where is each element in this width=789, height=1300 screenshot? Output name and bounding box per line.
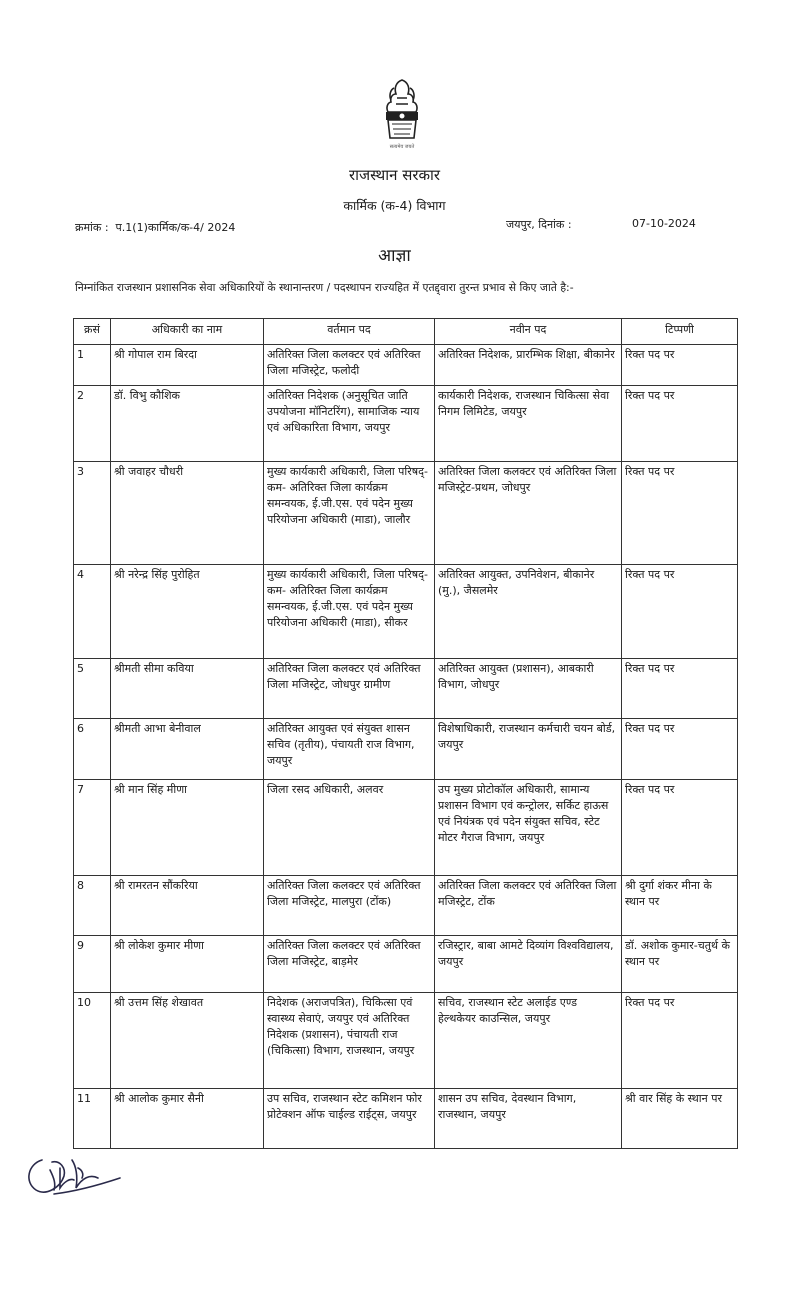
cell-remark: रिक्त पद पर [622,659,738,719]
cell-officer-name: श्रीमती सीमा कविया [111,659,264,719]
cell-new-post: रजिस्ट्रार, बाबा आमटे दिव्यांग विश्वविद्यालय, जयपुर [435,936,622,993]
cell-sno: 2 [74,386,111,462]
cell-sno: 10 [74,993,111,1089]
reference-number: प.1(1)कार्मिक/क-4/ 2024 [115,221,236,234]
cell-current-post: मुख्य कार्यकारी अधिकारी, जिला परिषद्-कम- अतिरिक्त जिला कार्यक्रम समन्वयक, ई.जी.एस. एवं पदेन मुख्य परियोजना अधिकारी (माडा), जालौर [264,462,435,565]
cell-sno: 8 [74,876,111,936]
cell-new-post: अतिरिक्त जिला कलक्टर एवं अतिरिक्त जिला मजिस्ट्रेट-प्रथम, जोधपुर [435,462,622,565]
cell-current-post: अतिरिक्त जिला कलक्टर एवं अतिरिक्त जिला मजिस्ट्रेट, फलोदी [264,345,435,386]
cell-sno: 9 [74,936,111,993]
cell-remark: रिक्त पद पर [622,386,738,462]
cell-new-post: अतिरिक्त जिला कलक्टर एवं अतिरिक्त जिला मजिस्ट्रेट, टोंक [435,876,622,936]
table-row [74,780,738,876]
cell-remark: रिक्त पद पर [622,780,738,876]
cell-officer-name: श्री नरेन्द्र सिंह पुरोहित [111,565,264,659]
cell-officer-name: श्री मान सिंह मीणा [111,780,264,876]
government-name: राजस्थान सरकार [348,166,441,184]
cell-officer-name: श्री उत्तम सिंह शेखावत [111,993,264,1089]
header-current-post: वर्तमान पद [264,319,435,345]
cell-officer-name: श्री गोपाल राम बिरदा [111,345,264,386]
cell-new-post: अतिरिक्त निदेशक, प्रारम्भिक शिक्षा, बीकानेर [435,345,622,386]
table-row [74,345,738,386]
table-row [74,386,738,462]
transfer-table [73,318,738,1149]
signature-mark [20,1148,130,1203]
table-row [74,993,738,1089]
cell-current-post: अतिरिक्त निदेशक (अनुसूचित जाति उपयोजना मॉनिटरिंग), सामाजिक न्याय एवं अधिकारिता विभाग, जयपुर [264,386,435,462]
cell-new-post: अतिरिक्त आयुक्त, उपनिवेशन, बीकानेर (मु.), जैसलमेर [435,565,622,659]
place-date-label: जयपुर, दिनांक : [506,218,572,231]
table-row [74,462,738,565]
cell-remark: डॉ. अशोक कुमार-चतुर्थ के स्थान पर [622,936,738,993]
cell-sno: 7 [74,780,111,876]
table-row [74,719,738,780]
cell-sno: 1 [74,345,111,386]
cell-sno: 5 [74,659,111,719]
header-new-post: नवीन पद [435,319,622,345]
cell-current-post: अतिरिक्त आयुक्त एवं संयुक्त शासन सचिव (तृतीय), पंचायती राज विभाग, जयपुर [264,719,435,780]
cell-officer-name: श्री लोकेश कुमार मीणा [111,936,264,993]
cell-sno: 3 [74,462,111,565]
cell-current-post: अतिरिक्त जिला कलक्टर एवं अतिरिक्त जिला मजिस्ट्रेट, बाड़मेर [264,936,435,993]
cell-officer-name: श्री जवाहर चौधरी [111,462,264,565]
ashoka-emblem-icon [372,76,432,150]
cell-new-post: अतिरिक्त आयुक्त (प्रशासन), आबकारी विभाग, जोधपुर [435,659,622,719]
department-name: कार्मिक (क-4) विभाग [343,198,446,213]
cell-officer-name: डॉ. विभु कौशिक [111,386,264,462]
cell-current-post: निदेशक (अराजपत्रित), चिकित्सा एवं स्वास्थ्य सेवाएं, जयपुर एवं अतिरिक्त निदेशक (प्रशासन), पंचायती राज (चिकित्सा) विभाग, राजस्थान, जयपुर [264,993,435,1089]
cell-current-post: अतिरिक्त जिला कलक्टर एवं अतिरिक्त जिला मजिस्ट्रेट, जोधपुर ग्रामीण [264,659,435,719]
cell-current-post: मुख्य कार्यकारी अधिकारी, जिला परिषद्-कम- अतिरिक्त जिला कार्यक्रम समन्वयक, ई.जी.एस. एवं पदेन मुख्य परियोजना अधिकारी (माडा), सीकर [264,565,435,659]
cell-remark: रिक्त पद पर [622,993,738,1089]
table-row [74,659,738,719]
table-row [74,876,738,936]
table-row [74,565,738,659]
cell-remark: रिक्त पद पर [622,462,738,565]
table-row [74,936,738,993]
cell-remark: रिक्त पद पर [622,565,738,659]
cell-current-post: अतिरिक्त जिला कलक्टर एवं अतिरिक्त जिला मजिस्ट्रेट, मालपुरा (टोंक) [264,876,435,936]
reference-line [75,220,235,235]
cell-sno: 4 [74,565,111,659]
table-header-row [74,319,738,345]
cell-officer-name: श्रीमती आभा बेनीवाल [111,719,264,780]
cell-remark: श्री दुर्गा शंकर मीना के स्थान पर [622,876,738,936]
cell-officer-name: श्री आलोक कुमार सैनी [111,1089,264,1149]
cell-new-post: उप मुख्य प्रोटोकॉल अधिकारी, सामान्य प्रशासन विभाग एवं कन्ट्रोलर, सर्किट हाऊस एवं नियंत्रक एवं पदेन संयुक्त सचिव, स्टेट मोटर गैराज विभाग, जयपुर [435,780,622,876]
cell-new-post: सचिव, राजस्थान स्टेट अलाईड एण्ड हेल्थकेयर काउन्सिल, जयपुर [435,993,622,1089]
cell-current-post: उप सचिव, राजस्थान स्टेट कमिशन फोर प्रोटेक्शन ऑफ चाईल्ड राईट्स, जयपुर [264,1089,435,1149]
cell-sno: 6 [74,719,111,780]
cell-current-post: जिला रसद अधिकारी, अलवर [264,780,435,876]
header-remark: टिप्पणी [622,319,738,345]
cell-remark: रिक्त पद पर [622,345,738,386]
cell-remark: श्री वार सिंह के स्थान पर [622,1089,738,1149]
order-date: 07-10-2024 [632,217,696,230]
emblem-caption: सत्यमेव जयते [389,144,415,150]
cell-new-post: शासन उप सचिव, देवस्थान विभाग, राजस्थान, जयपुर [435,1089,622,1149]
cell-new-post: विशेषाधिकारी, राजस्थान कर्मचारी चयन बोर्ड, जयपुर [435,719,622,780]
cell-remark: रिक्त पद पर [622,719,738,780]
header-officer-name: अधिकारी का नाम [111,319,264,345]
cell-officer-name: श्री रामरतन सौंकरिया [111,876,264,936]
order-intro: निम्नांकित राजस्थान प्रशासनिक सेवा अधिकारियों के स्थानान्तरण / पदस्थापन राज्यहित में एतद्द्वारा तुरन्त प्रभाव से किए जाते है:- [75,281,574,294]
reference-label: क्रमांक : [75,221,109,234]
cell-sno: 11 [74,1089,111,1149]
order-title: आज्ञा [378,246,411,266]
header-sno: क्रसं [74,319,111,345]
cell-new-post: कार्यकारी निदेशक, राजस्थान चिकित्सा सेवा निगम लिमिटेड, जयपुर [435,386,622,462]
table-row [74,1089,738,1149]
